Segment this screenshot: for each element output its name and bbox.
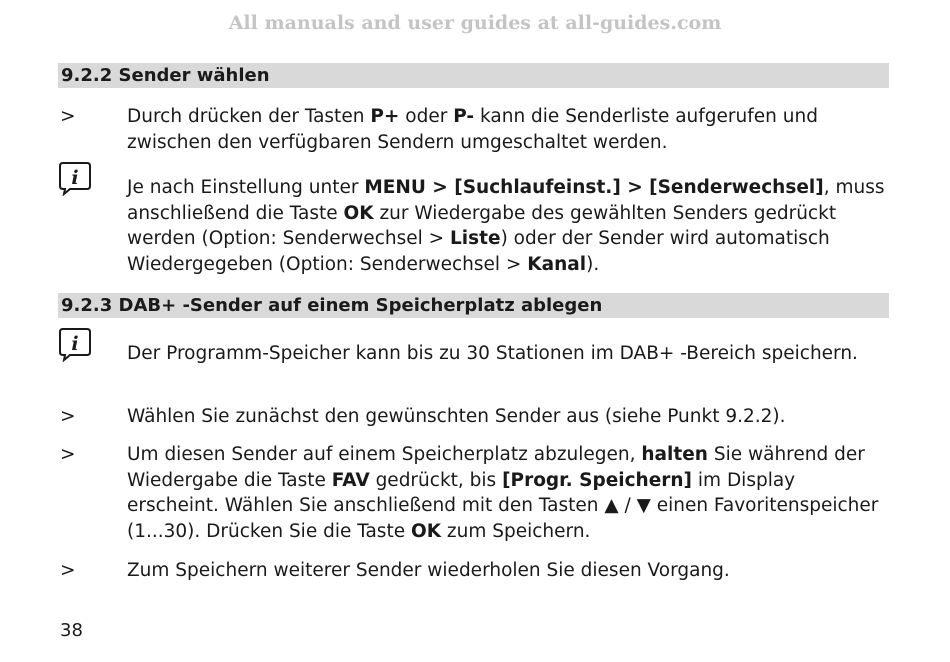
section-heading-9-2-3: 9.2.3 DAB+ -Sender auf einem Speicherplatz ablegen	[58, 293, 889, 318]
bullet-marker: >	[60, 106, 76, 127]
paragraph: Zum Speichern weiterer Sender wiederholen Sie diesen Vorgang.	[127, 560, 730, 581]
paragraph: Der Programm-Speicher kann bis zu 30 Stationen im DAB+ -Bereich speichern.	[127, 343, 858, 364]
section-heading-9-2-2: 9.2.2 Sender wählen	[58, 63, 889, 88]
info-icon	[58, 160, 92, 196]
page-number: 38	[60, 620, 83, 641]
paragraph: Durch drücken der Tasten P+ oder P- kann die Senderliste aufgerufen und zwischen den verfügbaren Sendern umgeschaltet werden.	[127, 106, 818, 153]
bullet-marker: >	[60, 444, 76, 465]
paragraph: Je nach Einstellung unter MENU > [Suchlaufeinst.] > [Senderwechsel], muss anschließend die Taste OK zur Wiedergabe des gewählten Senders gedrückt werden (Option: Senderwechsel > Liste) oder der Sender wird automatisch Wiedergegeben (Option: Senderwechsel > Kanal).	[127, 177, 885, 275]
watermark: All manuals and user guides at all-guides.com	[228, 12, 722, 34]
bullet-marker: >	[60, 406, 76, 427]
bullet-marker: >	[60, 560, 76, 581]
paragraph: Wählen Sie zunächst den gewünschten Sender aus (siehe Punkt 9.2.2).	[127, 406, 786, 427]
info-icon	[58, 326, 92, 362]
svg-text:i: i	[71, 333, 79, 355]
paragraph: Um diesen Sender auf einem Speicherplatz abzulegen, halten Sie während der Wiedergabe die Taste FAV gedrückt, bis [Progr. Speichern] im Display erscheint. Wählen Sie anschließend mit den Tasten ▲ / ▼ einen Favoritenspeicher (1...30). Drücken Sie die Taste OK zum Speichern.	[127, 444, 879, 542]
svg-text:i: i	[71, 167, 79, 189]
